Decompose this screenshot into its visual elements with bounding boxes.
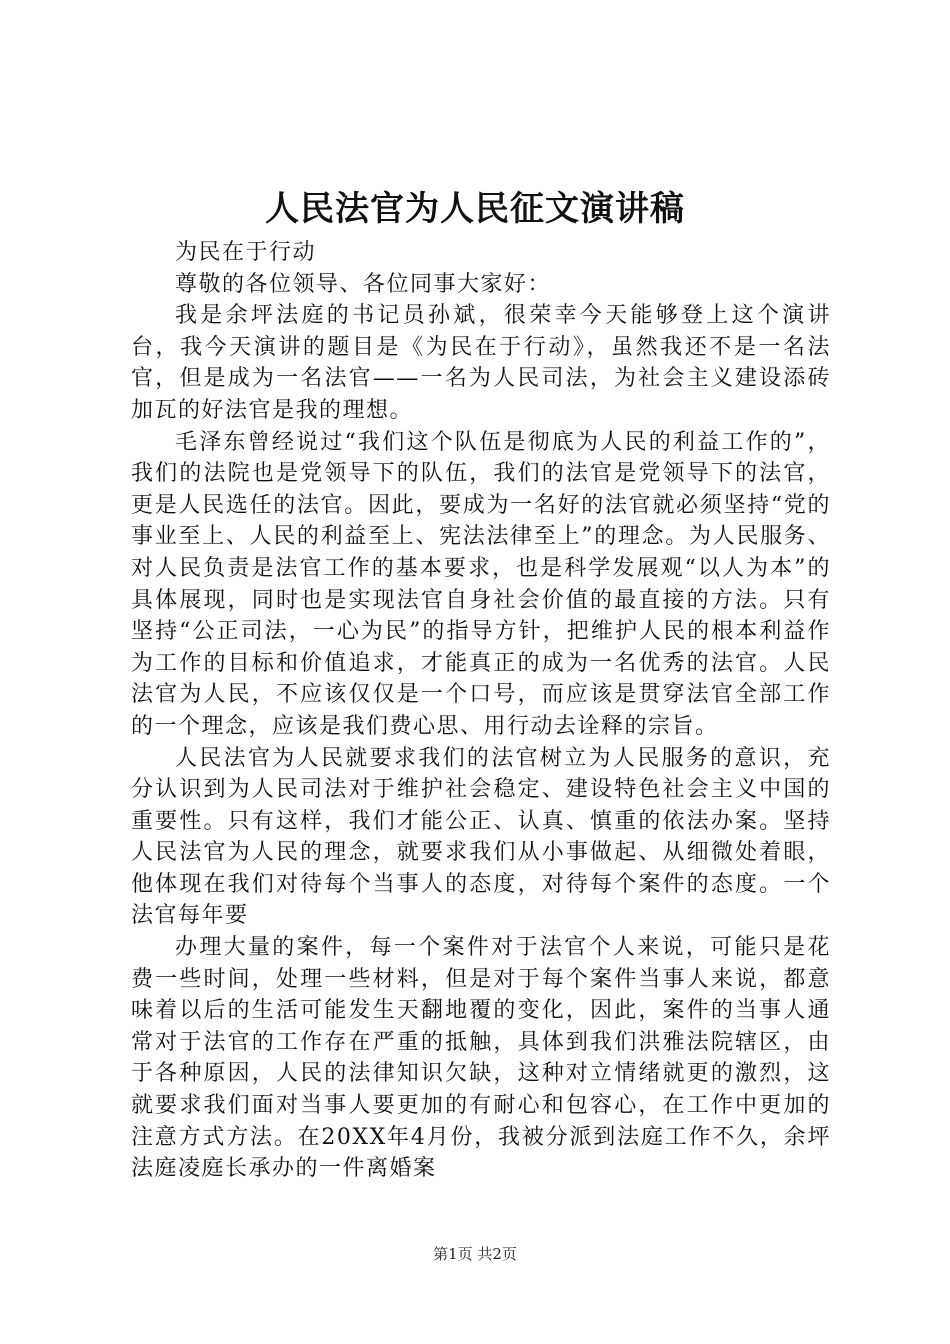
paragraph-body: 办理大量的案件，每一个案件对于法官个人来说，可能只是花费一些时间，处理一些材料，但是对于每个案件当事人来说，都意味着以后的生活可能发生天翻地覆的变化，因此，案件的当事人通常对于法官的工作存在严重的抵触，具体到我们洪雅法院辖区，由于各种原因，人民的法律知识欠缺，这种对立情绪就更的激烈，这就要求我们面对当事人要更加的有耐心和包容心，在工作中更加的注意方式方法。在20XX年4月份，我被分派到法庭工作不久，余坪法庭凌庭长承办的一件离婚案 <box>131 935 831 1182</box>
paragraph-greeting: 尊敬的各位领导、各位同事大家好： <box>175 271 552 297</box>
paragraph-introduction: 我是余坪法庭的书记员孙斌，很荣幸今天能够登上这个演讲台，我今天演讲的题目是《为民在于行动》，虽然我还不是一名法官，但是成为一名法官——一名为人民司法，为社会主义建设添砖加瓦的好法官是我的理想。 <box>131 303 831 423</box>
paragraph-body: 人民法官为人民就要求我们的法官树立为人民服务的意识，充分认识到为人民司法对于维护社会稳定、建设特色社会主义中国的重要性。只有这样，我们才能公正、认真、慎重的依法办案。坚持人民法官为人民的理念，就要求我们从小事做起、从细微处着眼，他体现在我们对待每个当事人的态度，对待每个案件的态度。一个法官每年要 <box>131 745 831 929</box>
document-title: 人民法官为人民征文演讲稿 <box>265 189 685 229</box>
paragraph-subtitle: 为民在于行动 <box>175 240 317 265</box>
document-body <box>131 237 831 1185</box>
paragraph-body: 毛泽东曾经说过“我们这个队伍是彻底为人民的利益工作的”，我们的法院也是党领导下的队伍，我们的法官是党领导下的法官，更是人民选任的法官。因此，要成为一名好的法官就必须坚持“党的事业至上、人民的利益至上、宪法法律至上”的理念。为人民服务、对人民负责是法官工作的基本要求，也是科学发展观“以人为本”的具体展现，同时也是实现法官自身社会价值的最直接的方法。只有坚持“公正司法，一心为民”的指导方针，把维护人民的根本利益作为工作的目标和价值追求，才能真正的成为一名优秀的法官。人民法官为人民，不应该仅仅是一个口号，而应该是贯穿法官全部工作的一个理念，应该是我们费心思、用行动去诠释的宗旨。 <box>131 429 831 739</box>
page-number-footer: 第1页 共2页 <box>433 1245 517 1263</box>
